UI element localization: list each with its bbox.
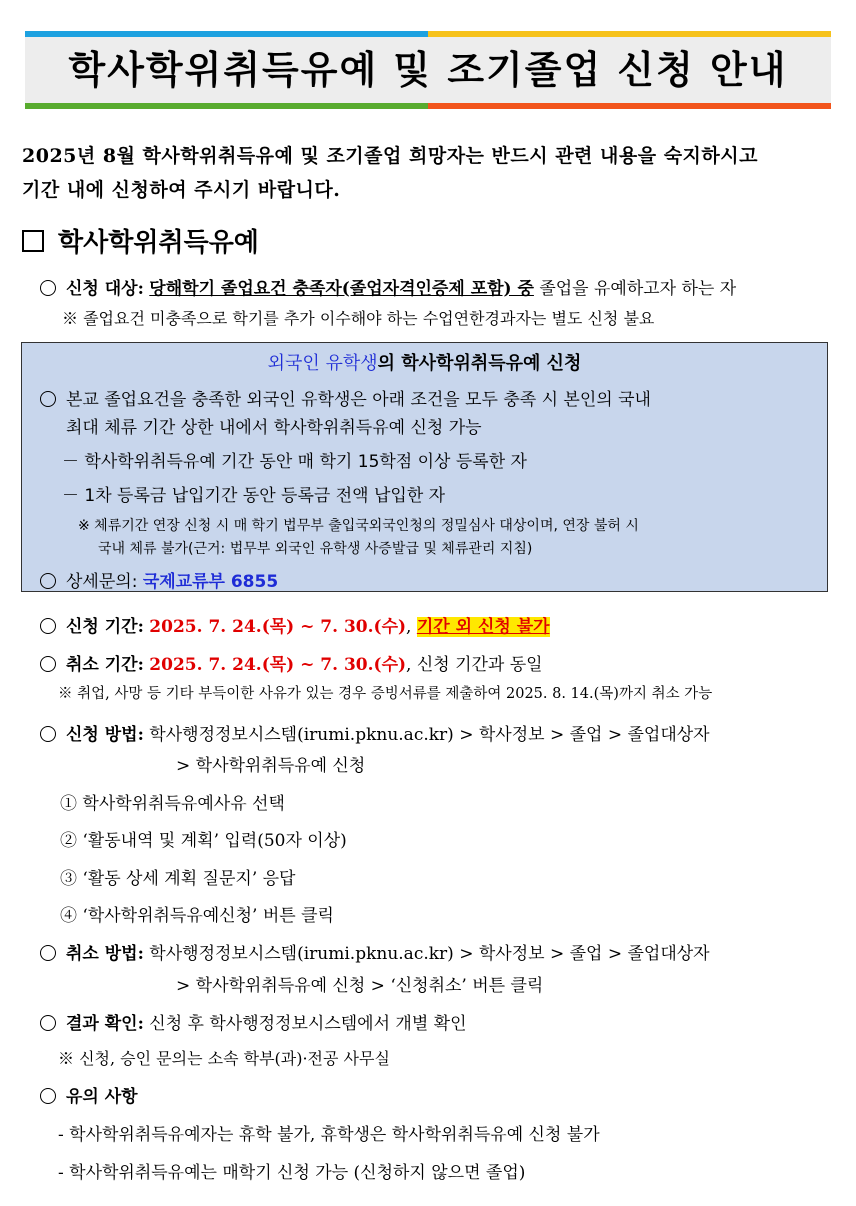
result-label: 결과 확인:	[66, 1014, 144, 1034]
target-row	[40, 274, 736, 299]
period-dates: 2025. 7. 24.(목) ~ 7. 30.(수)	[149, 617, 407, 637]
result-text: 신청 후 학사행정정보시스템에서 개별 확인	[149, 1014, 467, 1034]
method-step-2: ② ‘활동내역 및 계획’ 입력(50자 이상)	[60, 831, 347, 851]
title-banner	[25, 31, 831, 109]
cancel-method-label: 취소 방법:	[66, 944, 144, 964]
period-label: 신청 기간:	[66, 617, 144, 637]
result-note: ※ 신청, 승인 문의는 소속 학부(과)·전공 사무실	[58, 1049, 390, 1068]
circle-bullet-icon	[40, 945, 56, 961]
cancel-method-row	[40, 939, 710, 964]
result-row	[40, 1009, 467, 1034]
cancel-method-path-line2: > 학사학위취득유예 신청 > ‘신청취소’ 버튼 클릭	[176, 976, 544, 996]
target-note: ※ 졸업요건 미충족으로 학기를 추가 이수해야 하는 수업연한경과자는 별도 신청 불요	[62, 309, 655, 328]
banner-top-bar	[25, 31, 831, 37]
foreign-title-highlight: 외국인 유학생	[267, 353, 378, 374]
page-title: 학사학위취득유예 및 조기졸업 신청 안내	[68, 48, 788, 92]
notes-label: 유의 사항	[66, 1087, 138, 1107]
foreign-box-title	[22, 349, 827, 375]
circle-bullet-icon	[40, 726, 56, 742]
target-underlined: 당해학기 졸업요건 충족자(졸업자격인증제 포함) 중	[149, 279, 534, 299]
foreign-title-rest: 의 학사학위취득유예 신청	[377, 353, 582, 374]
target-label: 신청 대상:	[66, 279, 144, 299]
method-row	[40, 720, 710, 745]
section-heading	[22, 222, 259, 259]
intro-line-1: 2025년 8월 학사학위취득유예 및 조기졸업 희망자는 반드시 관련 내용을 숙지하시고	[22, 145, 758, 167]
foreign-note-line2: 국내 체류 불가(근거: 법무부 외국인 유학생 사증발급 및 체류관리 지침)	[98, 541, 533, 557]
foreign-contact-value: 국제교류부 6855	[142, 572, 279, 592]
foreign-contact-label: 상세문의:	[66, 572, 138, 592]
cancel-period-dates: 2025. 7. 24.(목) ~ 7. 30.(수)	[149, 655, 407, 675]
method-label: 신청 방법:	[66, 725, 144, 745]
method-step-3: ③ ‘활동 상세 계획 질문지’ 응답	[60, 869, 296, 889]
notes-row	[40, 1082, 138, 1107]
target-rest: 졸업을 유예하고자 하는 자	[539, 279, 737, 299]
square-bullet-icon	[22, 230, 44, 252]
period-comma: ,	[406, 617, 412, 637]
foreign-cond2: － 1차 등록금 납입기간 동안 등록금 전액 납입한 자	[62, 486, 446, 506]
cancel-method-path-line1: 학사행정정보시스템(irumi.pknu.ac.kr) > 학사정보 > 졸업 > 졸업대상자	[149, 944, 710, 964]
banner-bottom-bar	[25, 103, 831, 109]
cancel-period-label: 취소 기간:	[66, 655, 144, 675]
method-step-1: ① 학사학위취득유예사유 선택	[60, 794, 285, 814]
circle-bullet-icon	[40, 618, 56, 634]
circle-bullet-icon	[40, 1015, 56, 1031]
foreign-item1	[40, 385, 651, 410]
cancel-period-row	[40, 650, 543, 675]
circle-bullet-icon	[40, 391, 56, 407]
circle-bullet-icon	[40, 1088, 56, 1104]
notes-item-2: - 학사학위취득유예는 매학기 신청 가능 (신청하지 않으면 졸업)	[58, 1163, 526, 1183]
foreign-note-line1: ※ 체류기간 연장 신청 시 매 학기 법무부 출입국외국인청의 정밀심사 대상이며, 연장 불허 시	[78, 518, 639, 534]
notes-item-1: - 학사학위취득유예자는 휴학 불가, 휴학생은 학사학위취득유예 신청 불가	[58, 1125, 600, 1145]
cancel-period-rest: , 신청 기간과 동일	[406, 655, 543, 675]
section-title: 학사학위취득유예	[58, 228, 259, 258]
intro-line-2: 기간 내에 신청하여 주시기 바랍니다.	[22, 179, 341, 201]
foreign-student-box	[21, 342, 828, 592]
period-row	[40, 612, 550, 637]
circle-bullet-icon	[40, 656, 56, 672]
foreign-contact	[40, 567, 278, 592]
cancel-period-note: ※ 취업, 사망 등 기타 부득이한 사유가 있는 경우 증빙서류를 제출하여 2025. 8. 14.(목)까지 취소 가능	[58, 686, 713, 702]
circle-bullet-icon	[40, 280, 56, 296]
foreign-item1-line1: 본교 졸업요건을 충족한 외국인 유학생은 아래 조건을 모두 충족 시 본인의 국내	[66, 390, 651, 410]
period-warning: 기간 외 신청 불가	[416, 617, 550, 637]
method-path-line1: 학사행정정보시스템(irumi.pknu.ac.kr) > 학사정보 > 졸업 > 졸업대상자	[149, 725, 710, 745]
circle-bullet-icon	[40, 573, 56, 589]
method-path-line2: > 학사학위취득유예 신청	[176, 756, 366, 776]
foreign-item1-line2: 최대 체류 기간 상한 내에서 학사학위취득유예 신청 가능	[66, 418, 482, 438]
method-step-4: ④ ‘학사학위취득유예신청’ 버튼 클릭	[60, 906, 334, 926]
foreign-cond1: － 학사학위취득유예 기간 동안 매 학기 15학점 이상 등록한 자	[62, 452, 527, 472]
